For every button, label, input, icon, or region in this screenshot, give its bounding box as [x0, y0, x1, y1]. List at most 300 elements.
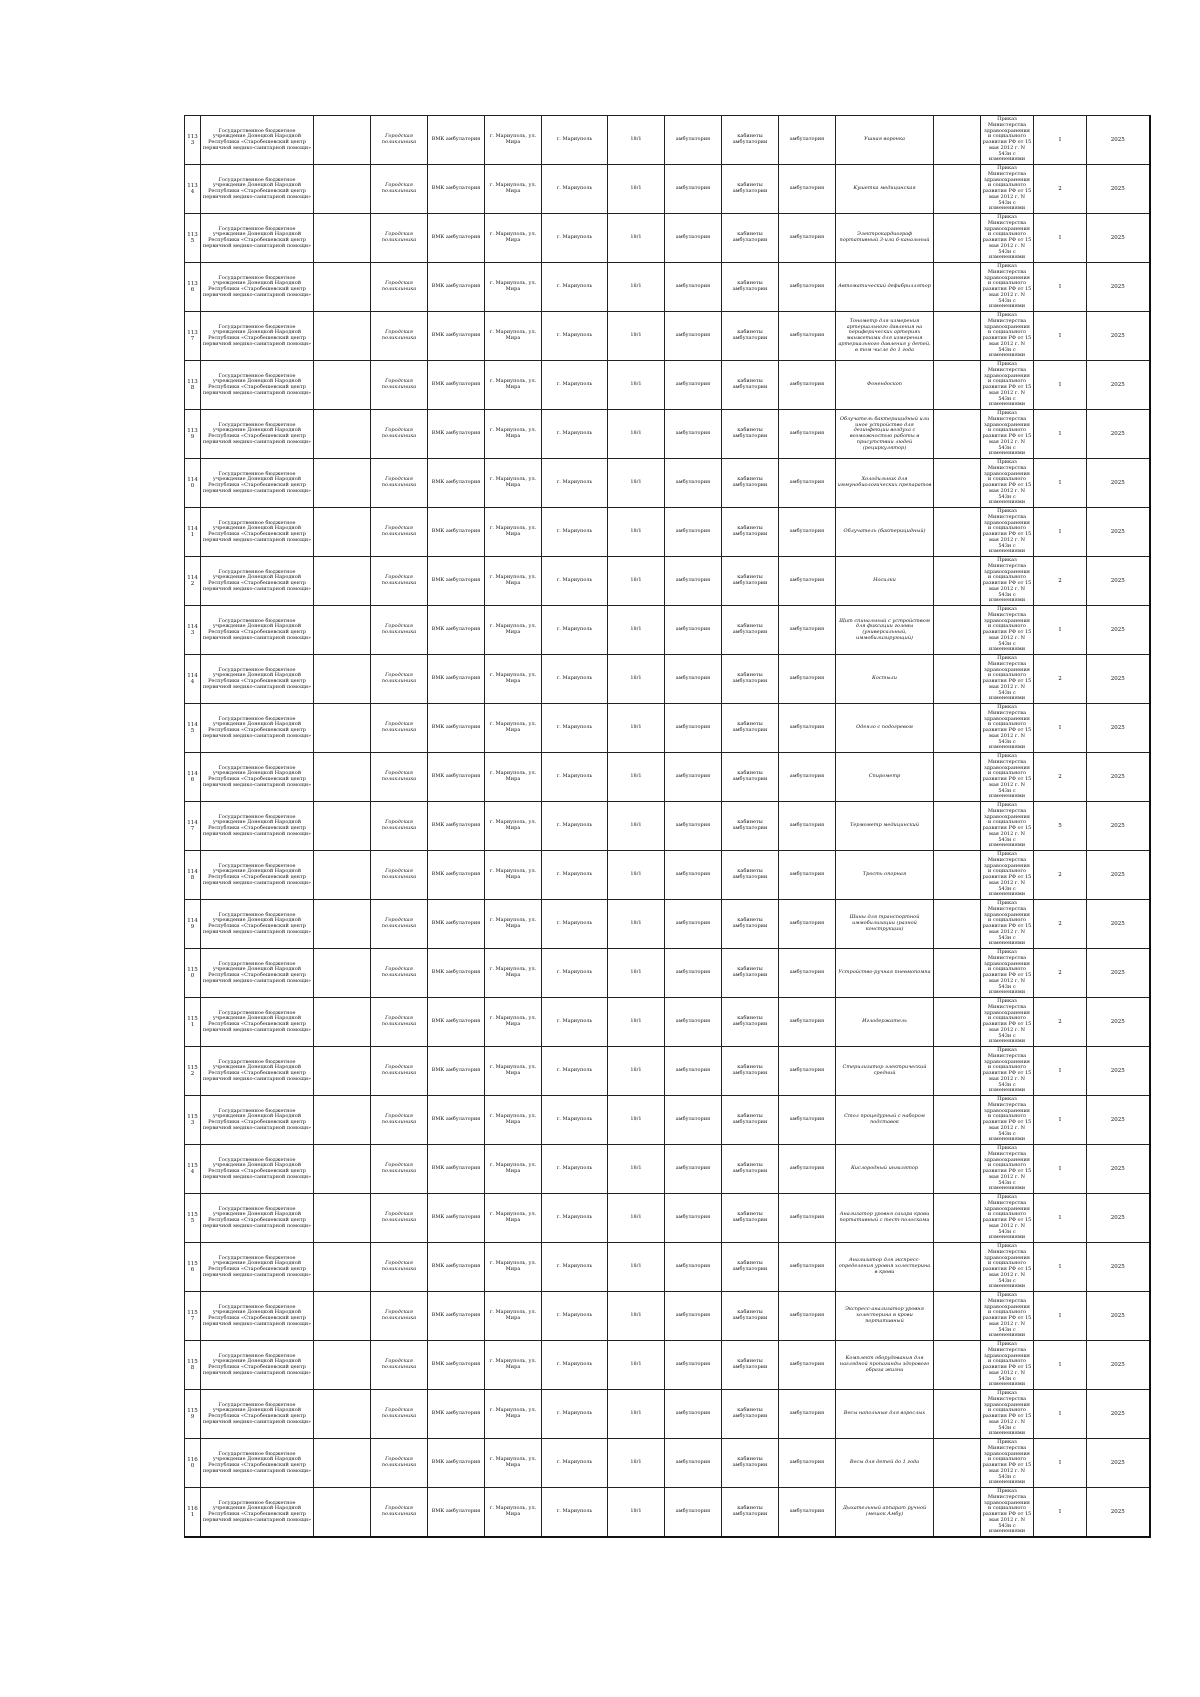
table-row: [185, 900, 1150, 949]
locality-cell: Городская поликлиника: [371, 1488, 428, 1538]
table-row: [185, 1243, 1150, 1292]
code-cell: 18/1: [608, 508, 665, 557]
locality-cell: Городская поликлиника: [371, 459, 428, 508]
code-cell: 18/1: [608, 214, 665, 263]
order-cell: Приказ Министерства здравоохранения и социального развития РФ от 15 мая 2012 г. N 543н с изменениями: [981, 900, 1034, 949]
code-cell: 18/1: [608, 165, 665, 214]
address-cell: г. Мариуполь, ул. Мира: [485, 655, 542, 704]
type-cell: амбулатория: [665, 410, 722, 459]
dept-cell: амбулатория: [779, 1194, 836, 1243]
year-cell: 2025: [1087, 410, 1150, 459]
facility-cell: ВМК амбулатория: [428, 1243, 485, 1292]
dept-cell: амбулатория: [779, 1390, 836, 1439]
address-cell: г. Мариуполь, ул. Мира: [485, 312, 542, 361]
city-cell: г. Мариуполь: [542, 1145, 608, 1194]
empty-cell: [934, 459, 981, 508]
dept-cell: амбулатория: [779, 1243, 836, 1292]
quantity-cell: 1: [1034, 361, 1087, 410]
facility-cell: ВМК амбулатория: [428, 361, 485, 410]
city-cell: г. Мариуполь: [542, 116, 608, 165]
year-cell: 2025: [1087, 1292, 1150, 1341]
table-body: [185, 116, 1150, 1538]
org-cell: Государственное бюджетное учреждение Донецкой Народной Республики «Старобешевский центр первичной медико-санитарной помощи»: [201, 116, 314, 165]
year-cell: 2025: [1087, 1439, 1150, 1488]
table-row: [185, 1145, 1150, 1194]
quantity-cell: 1: [1034, 508, 1087, 557]
city-cell: г. Мариуполь: [542, 1243, 608, 1292]
empty-cell: [314, 1341, 371, 1390]
org-cell: Государственное бюджетное учреждение Донецкой Народной Республики «Старобешевский центр первичной медико-санитарной помощи»: [201, 606, 314, 655]
year-cell: 2025: [1087, 165, 1150, 214]
table-row: [185, 1341, 1150, 1390]
quantity-cell: 2: [1034, 165, 1087, 214]
item-cell: Устройство-ручная пневмопомпа: [836, 949, 934, 998]
year-cell: 2025: [1087, 508, 1150, 557]
table-row: [185, 998, 1150, 1047]
facility-cell: ВМК амбулатория: [428, 165, 485, 214]
room-cell: кабинеты амбулатории: [722, 410, 779, 459]
type-cell: амбулатория: [665, 508, 722, 557]
table-row: [185, 459, 1150, 508]
type-cell: амбулатория: [665, 753, 722, 802]
empty-cell: [934, 998, 981, 1047]
code-cell: 18/1: [608, 1341, 665, 1390]
num: 1156: [185, 1243, 201, 1292]
num: 1153: [185, 1096, 201, 1145]
dept-cell: амбулатория: [779, 1292, 836, 1341]
year-cell: 2025: [1087, 753, 1150, 802]
org-cell: Государственное бюджетное учреждение Донецкой Народной Республики «Старобешевский центр первичной медико-санитарной помощи»: [201, 165, 314, 214]
empty-cell: [934, 606, 981, 655]
facility-cell: ВМК амбулатория: [428, 116, 485, 165]
room-cell: кабинеты амбулатории: [722, 459, 779, 508]
num: 1160: [185, 1439, 201, 1488]
city-cell: г. Мариуполь: [542, 655, 608, 704]
empty-cell: [934, 557, 981, 606]
dept-cell: амбулатория: [779, 949, 836, 998]
item-cell: Стол процедурный с набором подставок: [836, 1096, 934, 1145]
num: 1158: [185, 1341, 201, 1390]
type-cell: амбулатория: [665, 851, 722, 900]
item-cell: Облучатель (бактерицидный): [836, 508, 934, 557]
year-cell: 2025: [1087, 704, 1150, 753]
locality-cell: Городская поликлиника: [371, 1439, 428, 1488]
address-cell: г. Мариуполь, ул. Мира: [485, 263, 542, 312]
order-cell: Приказ Министерства здравоохранения и социального развития РФ от 15 мая 2012 г. N 543н с изменениями: [981, 361, 1034, 410]
empty-cell: [314, 1439, 371, 1488]
dept-cell: амбулатория: [779, 1341, 836, 1390]
address-cell: г. Мариуполь, ул. Мира: [485, 361, 542, 410]
org-cell: Государственное бюджетное учреждение Донецкой Народной Республики «Старобешевский центр первичной медико-санитарной помощи»: [201, 1145, 314, 1194]
num: 1141: [185, 508, 201, 557]
empty-cell: [934, 655, 981, 704]
dept-cell: амбулатория: [779, 459, 836, 508]
item-cell: Электрокардиограф портативный 3-или 6-канальный: [836, 214, 934, 263]
num: 1136: [185, 263, 201, 312]
num: 1154: [185, 1145, 201, 1194]
org-cell: Государственное бюджетное учреждение Донецкой Народной Республики «Старобешевский центр первичной медико-санитарной помощи»: [201, 557, 314, 606]
equipment-table: [184, 115, 1151, 1538]
org-cell: Государственное бюджетное учреждение Донецкой Народной Республики «Старобешевский центр первичной медико-санитарной помощи»: [201, 851, 314, 900]
order-cell: Приказ Министерства здравоохранения и социального развития РФ от 15 мая 2012 г. N 543н с изменениями: [981, 557, 1034, 606]
facility-cell: ВМК амбулатория: [428, 704, 485, 753]
type-cell: амбулатория: [665, 704, 722, 753]
table-row: [185, 361, 1150, 410]
item-cell: Холодильник для иммунобиологических препаратов: [836, 459, 934, 508]
quantity-cell: 1: [1034, 263, 1087, 312]
empty-cell: [314, 1145, 371, 1194]
dept-cell: амбулатория: [779, 900, 836, 949]
facility-cell: ВМК амбулатория: [428, 1145, 485, 1194]
room-cell: кабинеты амбулатории: [722, 802, 779, 851]
facility-cell: ВМК амбулатория: [428, 753, 485, 802]
dept-cell: амбулатория: [779, 704, 836, 753]
org-cell: Государственное бюджетное учреждение Донецкой Народной Республики «Старобешевский центр первичной медико-санитарной помощи»: [201, 263, 314, 312]
city-cell: г. Мариуполь: [542, 410, 608, 459]
item-cell: Щит спинальный с устройством для фиксации головы (универсальный, иммобилизирующий): [836, 606, 934, 655]
item-cell: Дыхательный аппарат ручной (мешок Амбу): [836, 1488, 934, 1538]
empty-cell: [314, 1096, 371, 1145]
room-cell: кабинеты амбулатории: [722, 900, 779, 949]
room-cell: кабинеты амбулатории: [722, 1439, 779, 1488]
address-cell: г. Мариуполь, ул. Мира: [485, 459, 542, 508]
address-cell: г. Мариуполь, ул. Мира: [485, 851, 542, 900]
type-cell: амбулатория: [665, 116, 722, 165]
empty-cell: [314, 949, 371, 998]
locality-cell: Городская поликлиника: [371, 116, 428, 165]
empty-cell: [314, 214, 371, 263]
table-row: [185, 312, 1150, 361]
order-cell: Приказ Министерства здравоохранения и социального развития РФ от 15 мая 2012 г. N 543н с изменениями: [981, 753, 1034, 802]
quantity-cell: 1: [1034, 410, 1087, 459]
item-cell: Весы для детей до 1 года: [836, 1439, 934, 1488]
empty-cell: [934, 1390, 981, 1439]
dept-cell: амбулатория: [779, 1488, 836, 1538]
city-cell: г. Мариуполь: [542, 606, 608, 655]
empty-cell: [314, 655, 371, 704]
quantity-cell: 2: [1034, 949, 1087, 998]
order-cell: Приказ Министерства здравоохранения и социального развития РФ от 15 мая 2012 г. N 543н с изменениями: [981, 312, 1034, 361]
facility-cell: ВМК амбулатория: [428, 263, 485, 312]
code-cell: 18/1: [608, 1439, 665, 1488]
empty-cell: [314, 263, 371, 312]
num: 1139: [185, 410, 201, 459]
item-cell: Фонендоскоп: [836, 361, 934, 410]
code-cell: 18/1: [608, 1292, 665, 1341]
city-cell: г. Мариуполь: [542, 361, 608, 410]
num: 1145: [185, 704, 201, 753]
dept-cell: амбулатория: [779, 263, 836, 312]
facility-cell: ВМК амбулатория: [428, 1047, 485, 1096]
year-cell: 2025: [1087, 1390, 1150, 1439]
empty-cell: [314, 312, 371, 361]
empty-cell: [314, 851, 371, 900]
order-cell: Приказ Министерства здравоохранения и социального развития РФ от 15 мая 2012 г. N 543н с изменениями: [981, 1194, 1034, 1243]
num: 1148: [185, 851, 201, 900]
room-cell: кабинеты амбулатории: [722, 1096, 779, 1145]
city-cell: г. Мариуполь: [542, 998, 608, 1047]
locality-cell: Городская поликлиника: [371, 949, 428, 998]
empty-cell: [314, 116, 371, 165]
year-cell: 2025: [1087, 900, 1150, 949]
org-cell: Государственное бюджетное учреждение Донецкой Народной Республики «Старобешевский центр первичной медико-санитарной помощи»: [201, 410, 314, 459]
year-cell: 2025: [1087, 949, 1150, 998]
quantity-cell: 1: [1034, 459, 1087, 508]
order-cell: Приказ Министерства здравоохранения и социального развития РФ от 15 мая 2012 г. N 543н с изменениями: [981, 998, 1034, 1047]
type-cell: амбулатория: [665, 1292, 722, 1341]
locality-cell: Городская поликлиника: [371, 410, 428, 459]
room-cell: кабинеты амбулатории: [722, 557, 779, 606]
city-cell: г. Мариуполь: [542, 165, 608, 214]
num: 1147: [185, 802, 201, 851]
year-cell: 2025: [1087, 655, 1150, 704]
empty-cell: [314, 998, 371, 1047]
quantity-cell: 1: [1034, 1194, 1087, 1243]
order-cell: Приказ Министерства здравоохранения и социального развития РФ от 15 мая 2012 г. N 543н с изменениями: [981, 410, 1034, 459]
num: 1138: [185, 361, 201, 410]
order-cell: Приказ Министерства здравоохранения и социального развития РФ от 15 мая 2012 г. N 543н с изменениями: [981, 1341, 1034, 1390]
address-cell: г. Мариуполь, ул. Мира: [485, 165, 542, 214]
room-cell: кабинеты амбулатории: [722, 1047, 779, 1096]
item-cell: Весы напольные для взрослых: [836, 1390, 934, 1439]
address-cell: г. Мариуполь, ул. Мира: [485, 1047, 542, 1096]
locality-cell: Городская поликлиника: [371, 214, 428, 263]
locality-cell: Городская поликлиника: [371, 1243, 428, 1292]
type-cell: амбулатория: [665, 361, 722, 410]
type-cell: амбулатория: [665, 655, 722, 704]
quantity-cell: 1: [1034, 1390, 1087, 1439]
city-cell: г. Мариуполь: [542, 508, 608, 557]
type-cell: амбулатория: [665, 557, 722, 606]
table-row: [185, 802, 1150, 851]
order-cell: Приказ Министерства здравоохранения и социального развития РФ от 15 мая 2012 г. N 543н с изменениями: [981, 459, 1034, 508]
locality-cell: Городская поликлиника: [371, 851, 428, 900]
empty-cell: [934, 1488, 981, 1538]
item-cell: Носилки: [836, 557, 934, 606]
item-cell: Кислородный ингалятор: [836, 1145, 934, 1194]
locality-cell: Городская поликлиника: [371, 1292, 428, 1341]
locality-cell: Городская поликлиника: [371, 606, 428, 655]
city-cell: г. Мариуполь: [542, 1096, 608, 1145]
org-cell: Государственное бюджетное учреждение Донецкой Народной Республики «Старобешевский центр первичной медико-санитарной помощи»: [201, 1047, 314, 1096]
address-cell: г. Мариуполь, ул. Мира: [485, 949, 542, 998]
table-row: [185, 1390, 1150, 1439]
quantity-cell: 1: [1034, 1292, 1087, 1341]
order-cell: Приказ Министерства здравоохранения и социального развития РФ от 15 мая 2012 г. N 543н с изменениями: [981, 116, 1034, 165]
org-cell: Государственное бюджетное учреждение Донецкой Народной Республики «Старобешевский центр первичной медико-санитарной помощи»: [201, 1341, 314, 1390]
facility-cell: ВМК амбулатория: [428, 998, 485, 1047]
table-row: [185, 704, 1150, 753]
code-cell: 18/1: [608, 459, 665, 508]
facility-cell: ВМК амбулатория: [428, 1488, 485, 1538]
org-cell: Государственное бюджетное учреждение Донецкой Народной Республики «Старобешевский центр первичной медико-санитарной помощи»: [201, 1243, 314, 1292]
order-cell: Приказ Министерства здравоохранения и социального развития РФ от 15 мая 2012 г. N 543н с изменениями: [981, 704, 1034, 753]
quantity-cell: 1: [1034, 606, 1087, 655]
dept-cell: амбулатория: [779, 214, 836, 263]
locality-cell: Городская поликлиника: [371, 1145, 428, 1194]
empty-cell: [314, 459, 371, 508]
code-cell: 18/1: [608, 1194, 665, 1243]
quantity-cell: 2: [1034, 851, 1087, 900]
empty-cell: [314, 900, 371, 949]
code-cell: 18/1: [608, 753, 665, 802]
city-cell: г. Мариуполь: [542, 1341, 608, 1390]
empty-cell: [314, 1243, 371, 1292]
dept-cell: амбулатория: [779, 410, 836, 459]
type-cell: амбулатория: [665, 1145, 722, 1194]
year-cell: 2025: [1087, 361, 1150, 410]
table-row: [185, 606, 1150, 655]
locality-cell: Городская поликлиника: [371, 655, 428, 704]
address-cell: г. Мариуполь, ул. Мира: [485, 1243, 542, 1292]
num: 1135: [185, 214, 201, 263]
type-cell: амбулатория: [665, 1047, 722, 1096]
type-cell: амбулатория: [665, 263, 722, 312]
quantity-cell: 1: [1034, 312, 1087, 361]
address-cell: г. Мариуполь, ул. Мира: [485, 802, 542, 851]
empty-cell: [934, 1145, 981, 1194]
order-cell: Приказ Министерства здравоохранения и социального развития РФ от 15 мая 2012 г. N 543н с изменениями: [981, 1488, 1034, 1538]
year-cell: 2025: [1087, 1243, 1150, 1292]
num: 1133: [185, 116, 201, 165]
quantity-cell: 1: [1034, 1096, 1087, 1145]
dept-cell: амбулатория: [779, 1096, 836, 1145]
facility-cell: ВМК амбулатория: [428, 459, 485, 508]
address-cell: г. Мариуполь, ул. Мира: [485, 753, 542, 802]
room-cell: кабинеты амбулатории: [722, 263, 779, 312]
locality-cell: Городская поликлиника: [371, 312, 428, 361]
year-cell: 2025: [1087, 116, 1150, 165]
city-cell: г. Мариуполь: [542, 1439, 608, 1488]
dept-cell: амбулатория: [779, 851, 836, 900]
address-cell: г. Мариуполь, ул. Мира: [485, 410, 542, 459]
locality-cell: Городская поликлиника: [371, 1341, 428, 1390]
dept-cell: амбулатория: [779, 165, 836, 214]
city-cell: г. Мариуполь: [542, 459, 608, 508]
code-cell: 18/1: [608, 949, 665, 998]
locality-cell: Городская поликлиника: [371, 361, 428, 410]
address-cell: г. Мариуполь, ул. Мира: [485, 1390, 542, 1439]
locality-cell: Городская поликлиника: [371, 802, 428, 851]
item-cell: Комплект оборудования для наглядной пропаганды здорового образа жизни: [836, 1341, 934, 1390]
code-cell: 18/1: [608, 312, 665, 361]
code-cell: 18/1: [608, 361, 665, 410]
empty-cell: [314, 410, 371, 459]
code-cell: 18/1: [608, 704, 665, 753]
address-cell: г. Мариуполь, ул. Мира: [485, 1292, 542, 1341]
dept-cell: амбулатория: [779, 1047, 836, 1096]
code-cell: 18/1: [608, 557, 665, 606]
facility-cell: ВМК амбулатория: [428, 1194, 485, 1243]
room-cell: кабинеты амбулатории: [722, 1243, 779, 1292]
order-cell: Приказ Министерства здравоохранения и социального развития РФ от 15 мая 2012 г. N 543н с изменениями: [981, 1439, 1034, 1488]
table-row: [185, 753, 1150, 802]
item-cell: Облучатель бактерицидный или иное устройство для дезинфекции воздуха с возможностью работы в присутствии людей (рециркулятор): [836, 410, 934, 459]
type-cell: амбулатория: [665, 1390, 722, 1439]
num: 1134: [185, 165, 201, 214]
city-cell: г. Мариуполь: [542, 1292, 608, 1341]
item-cell: Стерилизатор электрический средний: [836, 1047, 934, 1096]
dept-cell: амбулатория: [779, 557, 836, 606]
table-row: [185, 851, 1150, 900]
locality-cell: Городская поликлиника: [371, 557, 428, 606]
empty-cell: [314, 1194, 371, 1243]
code-cell: 18/1: [608, 1145, 665, 1194]
item-cell: Анализатор для экспресс-определения уровня холестерина в крови: [836, 1243, 934, 1292]
table-row: [185, 1194, 1150, 1243]
item-cell: Трость опорная: [836, 851, 934, 900]
org-cell: Государственное бюджетное учреждение Донецкой Народной Республики «Старобешевский центр первичной медико-санитарной помощи»: [201, 753, 314, 802]
order-cell: Приказ Министерства здравоохранения и социального развития РФ от 15 мая 2012 г. N 543н с изменениями: [981, 214, 1034, 263]
table-row: [185, 1292, 1150, 1341]
year-cell: 2025: [1087, 851, 1150, 900]
item-cell: Ушная воронка: [836, 116, 934, 165]
city-cell: г. Мариуполь: [542, 851, 608, 900]
table-row: [185, 1096, 1150, 1145]
quantity-cell: 1: [1034, 1439, 1087, 1488]
room-cell: кабинеты амбулатории: [722, 1390, 779, 1439]
locality-cell: Городская поликлиника: [371, 1047, 428, 1096]
room-cell: кабинеты амбулатории: [722, 655, 779, 704]
city-cell: г. Мариуполь: [542, 1194, 608, 1243]
empty-cell: [934, 851, 981, 900]
address-cell: г. Мариуполь, ул. Мира: [485, 606, 542, 655]
item-cell: Иглодержатель: [836, 998, 934, 1047]
item-cell: Одеяло с подогревом: [836, 704, 934, 753]
address-cell: г. Мариуполь, ул. Мира: [485, 557, 542, 606]
table-row: [185, 655, 1150, 704]
num: 1143: [185, 606, 201, 655]
quantity-cell: 2: [1034, 557, 1087, 606]
facility-cell: ВМК амбулатория: [428, 900, 485, 949]
year-cell: 2025: [1087, 1096, 1150, 1145]
empty-cell: [314, 1047, 371, 1096]
room-cell: кабинеты амбулатории: [722, 998, 779, 1047]
code-cell: 18/1: [608, 1047, 665, 1096]
order-cell: Приказ Министерства здравоохранения и социального развития РФ от 15 мая 2012 г. N 543н с изменениями: [981, 1390, 1034, 1439]
empty-cell: [314, 1292, 371, 1341]
facility-cell: ВМК амбулатория: [428, 655, 485, 704]
dept-cell: амбулатория: [779, 116, 836, 165]
empty-cell: [934, 165, 981, 214]
year-cell: 2025: [1087, 263, 1150, 312]
table-row: [185, 1439, 1150, 1488]
facility-cell: ВМК амбулатория: [428, 949, 485, 998]
room-cell: кабинеты амбулатории: [722, 214, 779, 263]
order-cell: Приказ Министерства здравоохранения и социального развития РФ от 15 мая 2012 г. N 543н с изменениями: [981, 655, 1034, 704]
num: 1146: [185, 753, 201, 802]
type-cell: амбулатория: [665, 1194, 722, 1243]
empty-cell: [314, 557, 371, 606]
room-cell: кабинеты амбулатории: [722, 1488, 779, 1538]
facility-cell: ВМК амбулатория: [428, 1341, 485, 1390]
num: 1140: [185, 459, 201, 508]
num: 1161: [185, 1488, 201, 1538]
num: 1150: [185, 949, 201, 998]
address-cell: г. Мариуполь, ул. Мира: [485, 900, 542, 949]
city-cell: г. Мариуполь: [542, 263, 608, 312]
facility-cell: ВМК амбулатория: [428, 1292, 485, 1341]
code-cell: 18/1: [608, 802, 665, 851]
dept-cell: амбулатория: [779, 802, 836, 851]
quantity-cell: 2: [1034, 900, 1087, 949]
table-row: [185, 1488, 1150, 1538]
type-cell: амбулатория: [665, 606, 722, 655]
org-cell: Государственное бюджетное учреждение Донецкой Народной Республики «Старобешевский центр первичной медико-санитарной помощи»: [201, 1488, 314, 1538]
code-cell: 18/1: [608, 851, 665, 900]
room-cell: кабинеты амбулатории: [722, 949, 779, 998]
code-cell: 18/1: [608, 998, 665, 1047]
